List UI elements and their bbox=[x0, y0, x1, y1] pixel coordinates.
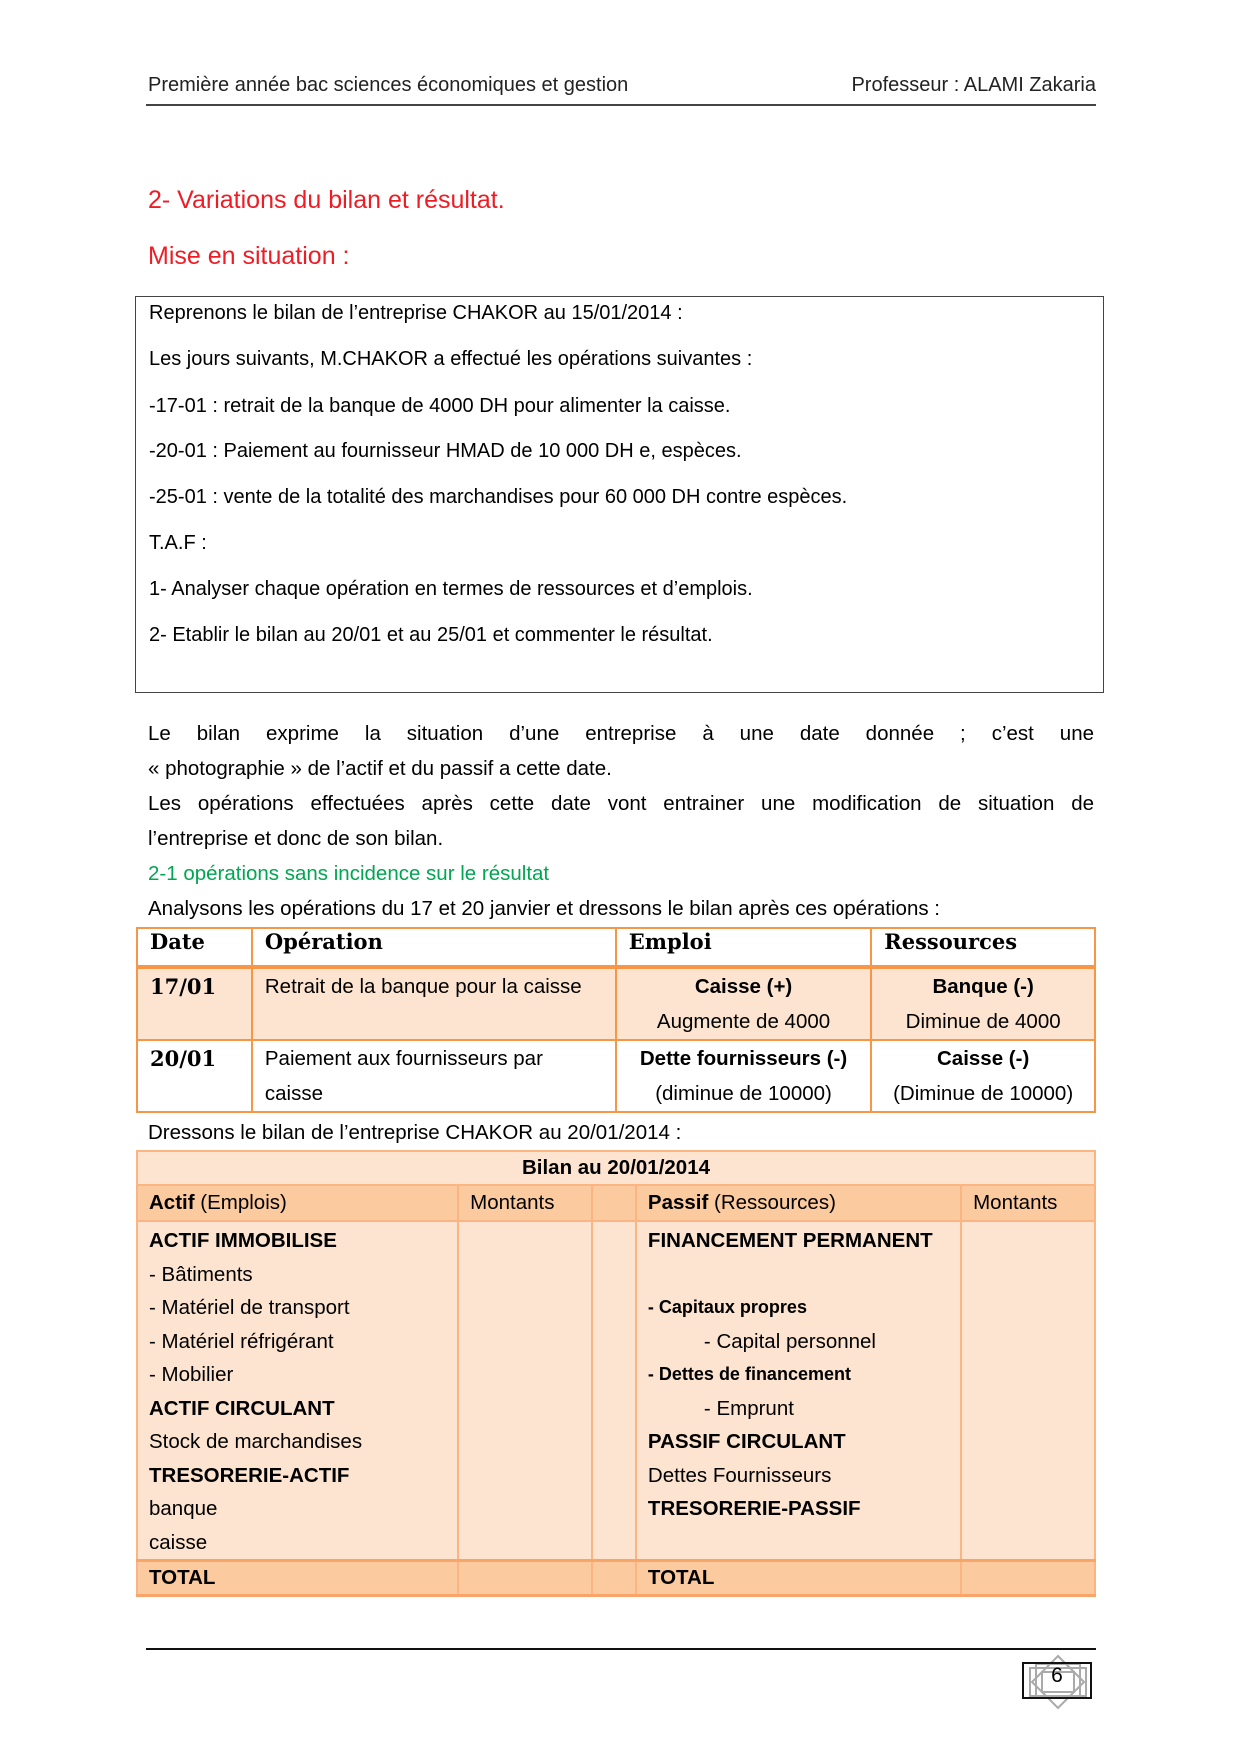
bilan-line: - Bâtiments bbox=[149, 1262, 253, 1286]
page-number: 6 bbox=[1051, 1664, 1063, 1687]
bilan-intro: Dressons le bilan de l’entreprise CHAKOR au 20/01/2014 : bbox=[148, 1121, 682, 1144]
passif-header bbox=[636, 1185, 961, 1221]
bilan-line: - Mobilier bbox=[149, 1363, 234, 1386]
ressource-title: Banque (-) bbox=[932, 975, 1034, 998]
header-teacher: Professeur : ALAMI Zakaria bbox=[851, 74, 1096, 96]
bilan-body-row bbox=[137, 1221, 1095, 1561]
situation-line: -20-01 : Paiement au fournisseur HMAD de 10 000 DH e, espèces. bbox=[149, 440, 742, 462]
bilan-title-row bbox=[137, 1151, 1095, 1185]
emploi-title: Dette fournisseurs (-) bbox=[639, 1047, 848, 1070]
paragraph-line: l’entreprise et donc de son bilan. bbox=[148, 827, 444, 850]
bilan-title: Bilan au 20/01/2014 bbox=[137, 1151, 1095, 1185]
cell-ressource bbox=[871, 1040, 1095, 1112]
paragraph-line: Le bilan exprime la situation d’une entreprise à une date donnée ; c’est une bbox=[148, 722, 1094, 745]
cell-emploi bbox=[616, 967, 871, 1040]
spacer-column bbox=[592, 1185, 636, 1221]
ressource-detail: Diminue de 4000 bbox=[905, 1010, 1061, 1033]
bilan-table bbox=[136, 1150, 1096, 1597]
bilan-line: - Capital personnel bbox=[703, 1329, 876, 1353]
table-row bbox=[137, 1040, 1095, 1112]
passif-amounts bbox=[961, 1221, 1095, 1561]
bilan-line: - Emprunt bbox=[703, 1396, 794, 1420]
header-emploi: Emploi bbox=[616, 928, 871, 967]
paragraph-line: « photographie » de l’actif et du passif a cette date. bbox=[148, 757, 612, 780]
actif-items bbox=[137, 1221, 458, 1561]
bilan-line: Stock de marchandises bbox=[149, 1430, 363, 1453]
cell-operation: Paiement aux fournisseurs par caisse bbox=[252, 1040, 616, 1112]
header-ressources: Ressources bbox=[871, 928, 1095, 967]
bilan-total-row bbox=[137, 1561, 1095, 1596]
bilan-line: - Matériel de transport bbox=[149, 1296, 350, 1319]
emploi-detail: (diminue de 10000) bbox=[655, 1082, 832, 1105]
ops-intro: Analysons les opérations du 17 et 20 janvier et dressons le bilan après ces opérations : bbox=[148, 897, 941, 920]
passif-montants-header: Montants bbox=[961, 1185, 1095, 1221]
spacer-column bbox=[592, 1221, 636, 1561]
actif-total-label: TOTAL bbox=[137, 1561, 458, 1596]
ressource-title: Caisse (-) bbox=[937, 1047, 1030, 1070]
actif-header-rest: (Emplois) bbox=[194, 1191, 287, 1214]
ressource-detail: (Diminue de 10000) bbox=[893, 1082, 1074, 1105]
spacer-column bbox=[592, 1561, 636, 1596]
header-course-title: Première année bac sciences économiques et gestion bbox=[148, 74, 629, 96]
bilan-line: FINANCEMENT PERMANENT bbox=[647, 1229, 933, 1252]
bilan-line: banque bbox=[149, 1497, 218, 1520]
situation-line: 2- Etablir le bilan au 20/01 et au 25/01 et commenter le résultat. bbox=[149, 624, 713, 646]
bilan-line: - Capitaux propres bbox=[647, 1297, 807, 1317]
bilan-line bbox=[648, 1258, 949, 1292]
table-row bbox=[137, 967, 1095, 1040]
passif-header-bold: Passif bbox=[647, 1191, 709, 1214]
paragraph-line: Les opérations effectuées après cette date vont entrainer une modification de situation de bbox=[148, 792, 1094, 815]
operations-table bbox=[136, 927, 1096, 1113]
actif-header-bold: Actif bbox=[149, 1191, 195, 1214]
cell-operation: Retrait de la banque pour la caisse bbox=[252, 967, 616, 1040]
situation-line: -17-01 : retrait de la banque de 4000 DH pour alimenter la caisse. bbox=[149, 395, 731, 417]
bilan-line: - Dettes de financement bbox=[647, 1364, 851, 1384]
situation-line: Les jours suivants, M.CHAKOR a effectué les opérations suivantes : bbox=[149, 348, 753, 370]
cell-emploi bbox=[616, 1040, 871, 1112]
situation-box bbox=[135, 296, 1104, 693]
bilan-line: ACTIF CIRCULANT bbox=[149, 1396, 335, 1420]
emploi-title: Caisse (+) bbox=[694, 975, 793, 998]
passif-total-label: TOTAL bbox=[636, 1561, 961, 1596]
bilan-line: Dettes Fournisseurs bbox=[647, 1463, 832, 1487]
bilan-line: ACTIF IMMOBILISE bbox=[149, 1229, 337, 1252]
bilan-line: PASSIF CIRCULANT bbox=[647, 1430, 846, 1453]
header-operation: Opération bbox=[252, 928, 616, 967]
actif-header bbox=[137, 1185, 458, 1221]
cell-date: 17/01 bbox=[137, 967, 252, 1040]
cell-date: 20/01 bbox=[137, 1040, 252, 1112]
operations-header-row bbox=[137, 928, 1095, 967]
actif-total-amount bbox=[458, 1561, 592, 1596]
subsection-title: Mise en situation : bbox=[148, 242, 350, 270]
situation-line: T.A.F : bbox=[149, 532, 207, 554]
passif-items bbox=[636, 1221, 961, 1561]
situation-line: -25-01 : vente de la totalité des marchandises pour 60 000 DH contre espèces. bbox=[149, 486, 848, 508]
passif-total-amount bbox=[961, 1561, 1095, 1596]
bilan-header-row bbox=[137, 1185, 1095, 1221]
section-title: 2- Variations du bilan et résultat. bbox=[148, 186, 505, 214]
header-divider bbox=[146, 104, 1096, 106]
cell-ressource bbox=[871, 967, 1095, 1040]
situation-line: 1- Analyser chaque opération en termes de ressources et d’emplois. bbox=[149, 578, 753, 600]
actif-montants-header: Montants bbox=[458, 1185, 592, 1221]
situation-line: Reprenons le bilan de l’entreprise CHAKOR au 15/01/2014 : bbox=[149, 302, 683, 324]
header-date: Date bbox=[137, 928, 252, 967]
bilan-line: caisse bbox=[149, 1530, 208, 1554]
bilan-line: - Matériel réfrigérant bbox=[149, 1329, 334, 1353]
bilan-line: TRESORERIE-ACTIF bbox=[149, 1463, 350, 1487]
bilan-line: TRESORERIE-PASSIF bbox=[647, 1497, 861, 1520]
footer-divider bbox=[146, 1648, 1096, 1650]
emploi-detail: Augmente de 4000 bbox=[656, 1010, 831, 1033]
passif-header-rest: (Ressources) bbox=[708, 1191, 836, 1214]
green-subheading: 2-1 opérations sans incidence sur le résultat bbox=[148, 862, 550, 885]
actif-amounts bbox=[458, 1221, 592, 1561]
